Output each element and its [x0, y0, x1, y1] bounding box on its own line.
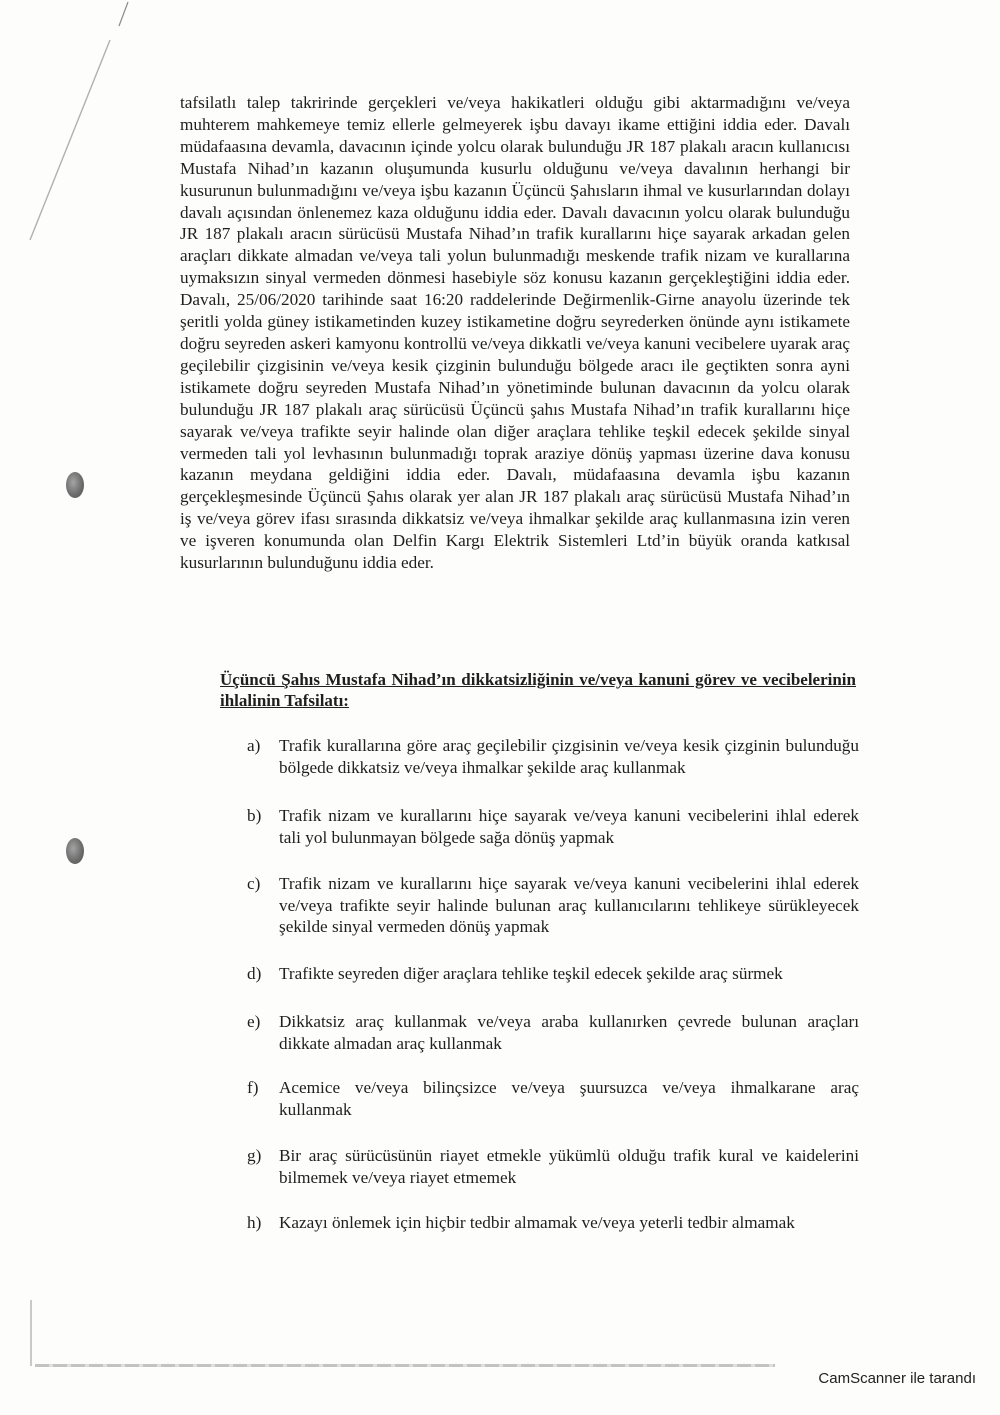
- punch-hole-bottom: [66, 838, 84, 864]
- list-item-text: Trafikte seyreden diğer araçlara tehlike teşkil edecek şekilde araç sürmek: [279, 964, 783, 983]
- list-item-text: Dikkatsiz araç kullanmak ve/veya araba kullanırken çevrede bulunan araçları dikkate almadan araç kullanmak: [279, 1012, 859, 1053]
- list-item-text: Bir araç sürücüsünün riayet etmekle yükümlü olduğu trafik kural ve kaidelerini bilmemek ve/veya riayet etmemek: [279, 1146, 859, 1187]
- list-item-text: Trafik kurallarına göre araç geçilebilir çizgisinin ve/veya kesik çizginin bulunduğu bölgede dikkatsiz ve/veya ihmalkar şekilde araç kullanmak: [279, 736, 859, 777]
- body-paragraph-block: [180, 92, 850, 574]
- list-item: [247, 873, 859, 938]
- list-item-text: Trafik nizam ve kurallarını hiçe sayarak ve/veya kanuni vecibelerini ihlal ederek ve/veya trafikte seyir halinde bulunan araç kullanıcılarını tehlikeye sürükleyecek şekilde sinyal vermeden dönüş yapmak: [279, 874, 859, 937]
- list-item-text: Trafik nizam ve kurallarını hiçe sayarak ve/veya kanuni vecibelerini ihlal ederek tali yol bulunmayan bölgede sağa dönüş yapmak: [279, 806, 859, 847]
- list-item-text: Kazayı önlemek için hiçbir tedbir almamak ve/veya yeterli tedbir almamak: [279, 1213, 795, 1232]
- list-item: [247, 963, 859, 985]
- list-item: [247, 805, 859, 848]
- list-item-marker: d): [247, 964, 262, 983]
- page-fold-line: [0, 0, 140, 240]
- punch-hole-top: [66, 472, 84, 498]
- scanner-watermark: CamScanner ile tarandı: [818, 1370, 976, 1387]
- list-item-marker: g): [247, 1146, 262, 1165]
- list-item-text: Acemice ve/veya bilinçsizce ve/veya şuursuzca ve/veya ihmalkarane araç kullanmak: [279, 1078, 859, 1119]
- page-bottom-edge: [35, 1364, 775, 1367]
- list-item: [247, 1011, 859, 1054]
- section-heading: Üçüncü Şahıs Mustafa Nihad’ın dikkatsizliğinin ve/veya kanuni görev ve vecibelerinin ihlalinin Tafsilatı:: [220, 670, 856, 710]
- list-item-marker: e): [247, 1012, 261, 1031]
- list-item: [247, 1145, 859, 1188]
- list-item-marker: b): [247, 806, 262, 825]
- body-paragraph: tafsilatlı talep takririnde gerçekleri ve/veya hakikatleri olduğu gibi aktarmadığını ve/veya muhterem mahkemeye temiz ellerle gelmeyerek işbu davayı ikame ettiğini iddia eder. Davalı müdafaasına devamla, davacının içinde yolcu olarak bulunduğu JR 187 plakalı aracın kullanıcısı Mustafa Nihad’ın kazanın oluşumunda kusurlu olduğunu ve/veya davalının herhangi bir kusurunun bulunmadığını ve/veya işbu kazanın Üçüncü Şahısların ihmal ve kusurlarından dolayı davalı açısından önlenemez kaza olduğunu iddia eder. Davalı davacının yolcu olarak bulunduğu JR 187 plakalı aracın sürücüsü Mustafa Nihad’ın trafik kurallarını hiçe sayarak arkadan gelen araçları dikkate almadan ve/veya tali yolun bulunmadığı meskende trafik nizam ve kurallarına uymaksızın sinyal vermeden dönmesi hasebiyle söz konusu kazanın gerçekleştiğini iddia eder. Davalı, 25/06/2020 tarihinde saat 16:20 raddelerinde Değirmenlik-Girne anayolu üzerinde tek şeritli yolda güney istikametinden kuzey istikametine doğru seyrederken önünde aynı istikamete doğru seyreden askeri kamyonu kontrollü ve/veya dikkatli ve/veya kanuni vecibelere uyarak araç geçilebilir çizgisinin ve/veya kesik çizginin bulunduğu bölgede aracı ile geçtikten sonra ayni istikamete doğru seyreden Mustafa Nihad’ın yönetiminde bulunan davacının da yolcu olarak bulunduğu JR 187 plakalı araç sürücüsü Üçüncü şahıs Mustafa Nihad’ın trafik kurallarını hiçe sayarak ve/veya trafikte seyir halinde olan diğer araçlara tehlike teşkil edecek şekilde sinyal vermeden tali yol levhasının bulunmadığı toprak araziye dönüş yapması üzerine dava konusu kazanın meydana geldiğini iddia eder. Davalı, müdafaasına devamla işbu kazanın gerçekleşmesinde Üçüncü Şahıs olarak yer alan JR 187 plakalı araç sürücüsü Mustafa Nihad’ın iş ve/veya görev ifası sırasında dikkatsiz ve/veya ihmalkar şekilde araç kullanmasına izin veren ve işveren konumunda olan Delfin Kargı Elektrik Sistemleri Ltd’in büyük oranda katkısal kusurlarının bulunduğunu iddia eder.: [180, 93, 850, 573]
- page-edge-mark: [30, 1300, 32, 1366]
- list-item-marker: c): [247, 874, 261, 893]
- list-item-marker: a): [247, 736, 261, 755]
- list-item: [247, 1212, 859, 1234]
- list-item-marker: f): [247, 1078, 259, 1097]
- list-item: [247, 1077, 859, 1120]
- list-item-marker: h): [247, 1213, 262, 1232]
- list-item: [247, 735, 859, 778]
